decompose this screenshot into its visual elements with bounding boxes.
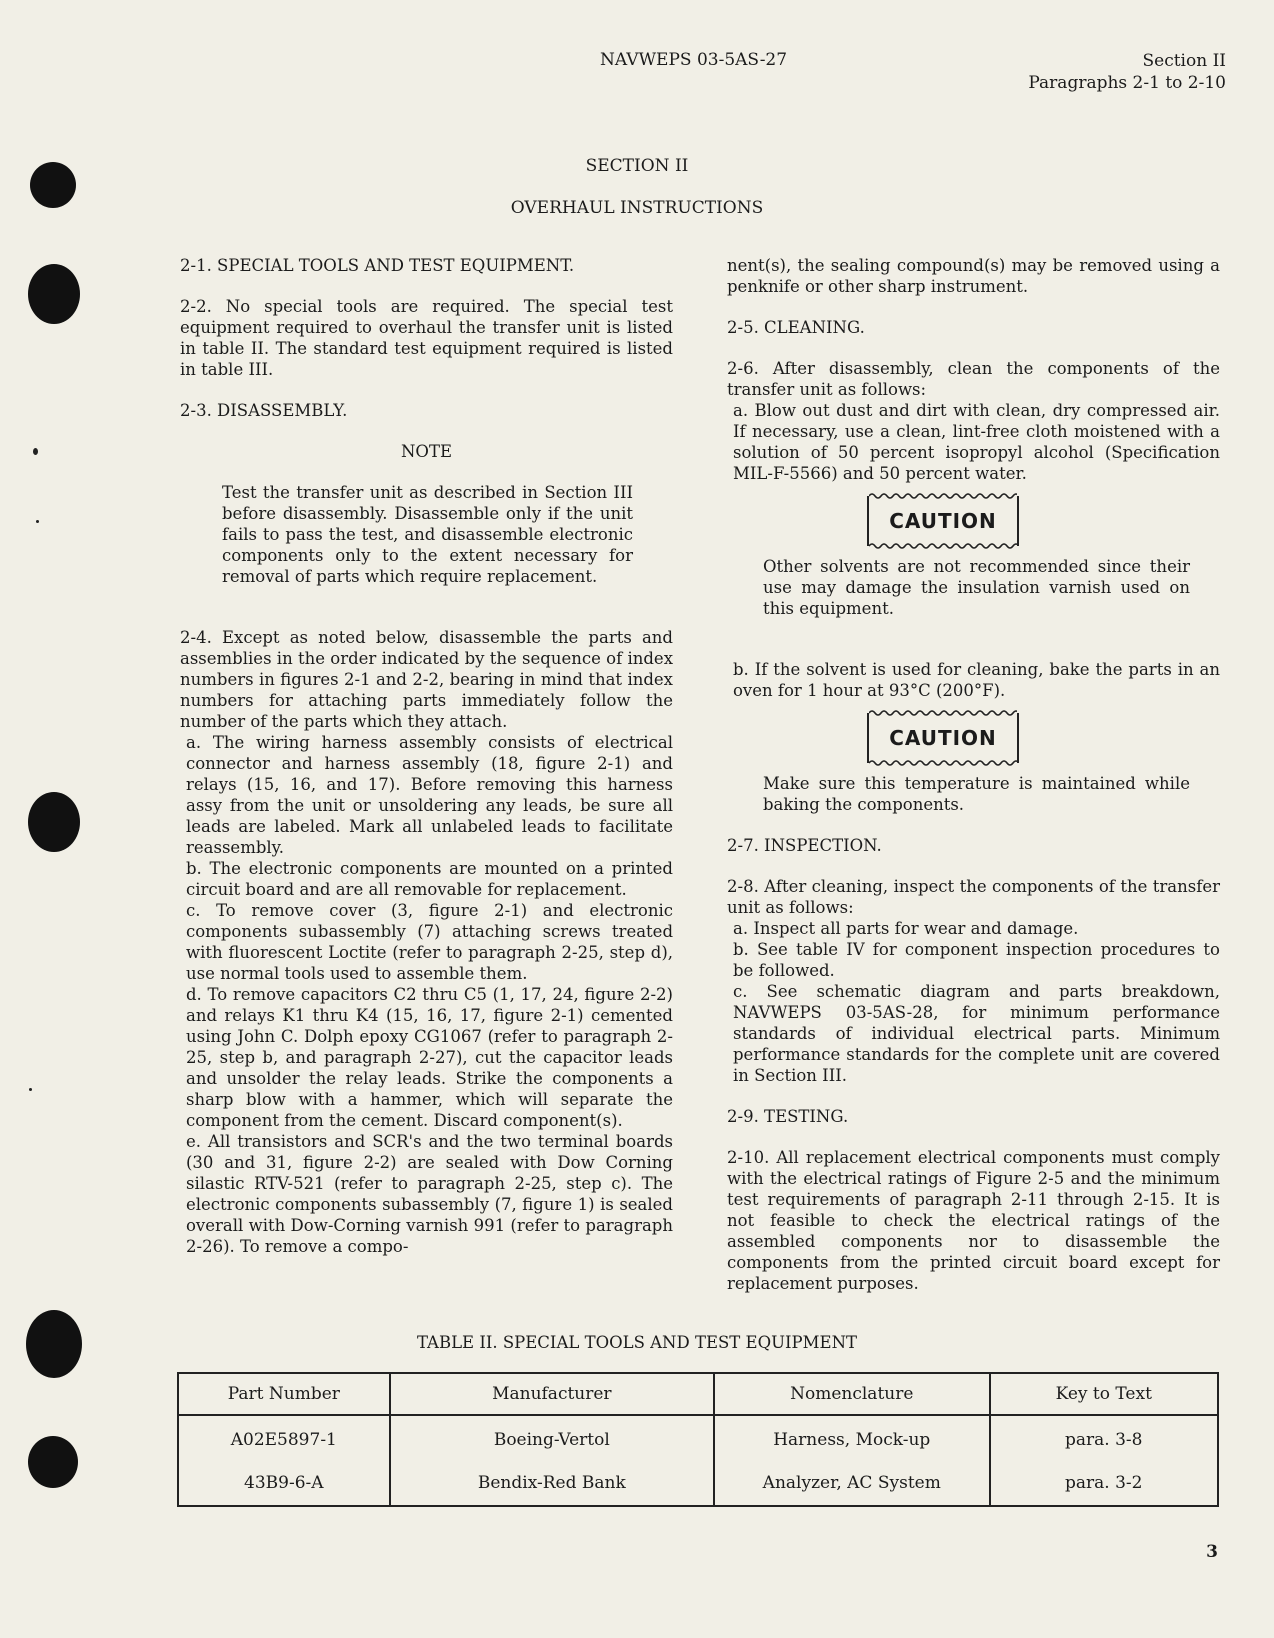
table-title: TABLE II. SPECIAL TOOLS AND TEST EQUIPMENT [416,1333,858,1352]
para-2-8c: c. See schematic diagram and parts breakdown, NAVWEPS 03-5AS-28, for minimum performance standards of individual electrical parts. Minimum performance standards for the complete unit are covered in Section III. [733,982,1220,1085]
right-column [727,255,1220,1294]
para-2-4d: d. To remove capacitors C2 thru C5 (1, 17, 24, figure 2-2) and relays K1 thru K4 (15, 16, 17, figure 2-1) cemented using John C. Dolph epoxy CG1067 (refer to paragraph 2-25, step b, and paragraph 2-27), cut the capacitor leads and unsolder the relay leads. Strike the components a sharp blow with a hammer, which will separate the component from the cement. Discard component(s). [186,985,673,1130]
para-2-3: 2-3. DISASSEMBLY. [180,401,348,420]
para-2-8a: a. Inspect all parts for wear and damage. [733,919,1079,938]
caution-box [867,496,1220,546]
cell-nomenclature: Harness, Mock-up [714,1415,990,1461]
para-2-8: 2-8. After cleaning, inspect the components of the transfer unit as follows: [727,877,1220,917]
para-2-6b: b. If the solvent is used for cleaning, bake the parts in an oven for 1 hour at 93°C (200°F). [733,660,1220,700]
section-subtitle: OVERHAUL INSTRUCTIONS [510,198,764,218]
cell-nomenclature: Analyzer, AC System [714,1461,990,1506]
binder-hole [28,1436,78,1488]
cell-manufacturer: Boeing-Vertol [390,1415,714,1461]
caution-text-label: CAUTION [889,508,997,533]
caution-text-label: CAUTION [889,725,997,750]
speck [29,1088,32,1091]
para-2-9: 2-9. TESTING. [727,1107,849,1126]
table-row [178,1461,1218,1506]
para-2-4c: c. To remove cover (3, figure 2-1) and electronic components subassembly (7) attaching screws treated with fluorescent Loctite (refer to paragraph 2-25, step d), use normal tools used to assemble them. [186,901,673,983]
col-header-key-to-text: Key to Text [990,1373,1218,1415]
caution-label [867,496,1019,546]
speck [33,448,38,455]
page-number: 3 [1206,1542,1218,1562]
para-2-6a: a. Blow out dust and dirt with clean, dry compressed air. If necessary, use a clean, lint-free cloth moistened with a solution of 50 percent isopropyl alcohol (Specification MIL-F-5566) and 50 percent water. [733,401,1220,483]
section-label: Section II [1142,51,1226,71]
para-2-7: 2-7. INSPECTION. [727,836,882,855]
caution-label [867,713,1019,763]
para-2-2: 2-2. No special tools are required. The special test equipment required to overhaul the transfer unit is listed in table II. The standard test equipment required is listed in table III. [180,297,673,379]
caution-1-text: Other solvents are not recommended since their use may damage the insulation varnish used on this equipment. [763,557,1190,618]
table-row [178,1415,1218,1461]
para-2-4a: a. The wiring harness assembly consists of electrical connector and harness assembly (18, figure 2-1) and relays (15, 16, and 17). Before removing this harness assy from the unit or unsoldering any leads, be sure all leads are labeled. Mark all unlabeled leads to facilitate reassembly. [186,733,673,857]
caution-box [867,713,1220,763]
cell-manufacturer: Bendix-Red Bank [390,1461,714,1506]
cell-part-number: 43B9-6-A [178,1461,390,1506]
col-header-manufacturer: Manufacturer [390,1373,714,1415]
binder-hole [28,264,80,324]
col-header-part-number: Part Number [178,1373,390,1415]
cell-part-number: A02E5897-1 [178,1415,390,1461]
para-2-10: 2-10. All replacement electrical components must comply with the electrical ratings of Figure 2-5 and the minimum test requirements of paragraph 2-11 through 2-15. It is not feasible to check the electrical ratings of the assembled components nor to disassemble the components from the printed circuit board except for replacement purposes. [727,1148,1220,1293]
left-column [180,255,673,1257]
section-title: SECTION II [585,156,689,176]
speck [36,520,39,523]
caution-2-text: Make sure this temperature is maintained while baking the components. [763,774,1190,814]
table-header-row [178,1373,1218,1415]
para-2-6: 2-6. After disassembly, clean the components of the transfer unit as follows: [727,359,1220,399]
note-title: NOTE [400,442,452,461]
para-2-1: 2-1. SPECIAL TOOLS AND TEST EQUIPMENT. [180,256,575,275]
para-2-8b: b. See table IV for component inspection procedures to be followed. [733,940,1220,980]
para-2-4: 2-4. Except as noted below, disassemble the parts and assemblies in the order indicated by the sequence of index numbers in figures 2-1 and 2-2, bearing in mind that index numbers for attaching parts immediately follow the number of the parts which they attach. [180,628,673,731]
wavy-border-icon [869,709,1017,717]
paragraph-range: Paragraphs 2-1 to 2-10 [1028,73,1226,93]
para-2-4e: e. All transistors and SCR's and the two terminal boards (30 and 31, figure 2-2) are sealed with Dow Corning silastic RTV-521 (refer to paragraph 2-25, step c). The electronic components subassembly (7, figure 1) is sealed overall with Dow-Corning varnish 991 (refer to paragraph 2-26). To remove a compo- [186,1132,673,1256]
header-section [1028,50,1226,94]
special-tools-table [177,1372,1219,1507]
para-2-4e-continued: nent(s), the sealing compound(s) may be removed using a penknife or other sharp instrument. [727,256,1220,296]
wavy-border-icon [869,542,1017,550]
col-header-nomenclature: Nomenclature [714,1373,990,1415]
doc-number: NAVWEPS 03-5AS-27 [600,50,788,70]
para-2-5: 2-5. CLEANING. [727,318,865,337]
note-body: Test the transfer unit as described in Section III before disassembly. Disassemble only if the unit fails to pass the test, and disassemble electronic components only to the extent necessary for removal of parts which require replacement. [222,483,633,586]
wavy-border-icon [869,492,1017,500]
binder-hole [28,792,80,852]
cell-key-to-text: para. 3-8 [990,1415,1218,1461]
cell-key-to-text: para. 3-2 [990,1461,1218,1506]
wavy-border-icon [869,759,1017,767]
para-2-4b: b. The electronic components are mounted on a printed circuit board and are all removable for replacement. [186,859,673,899]
